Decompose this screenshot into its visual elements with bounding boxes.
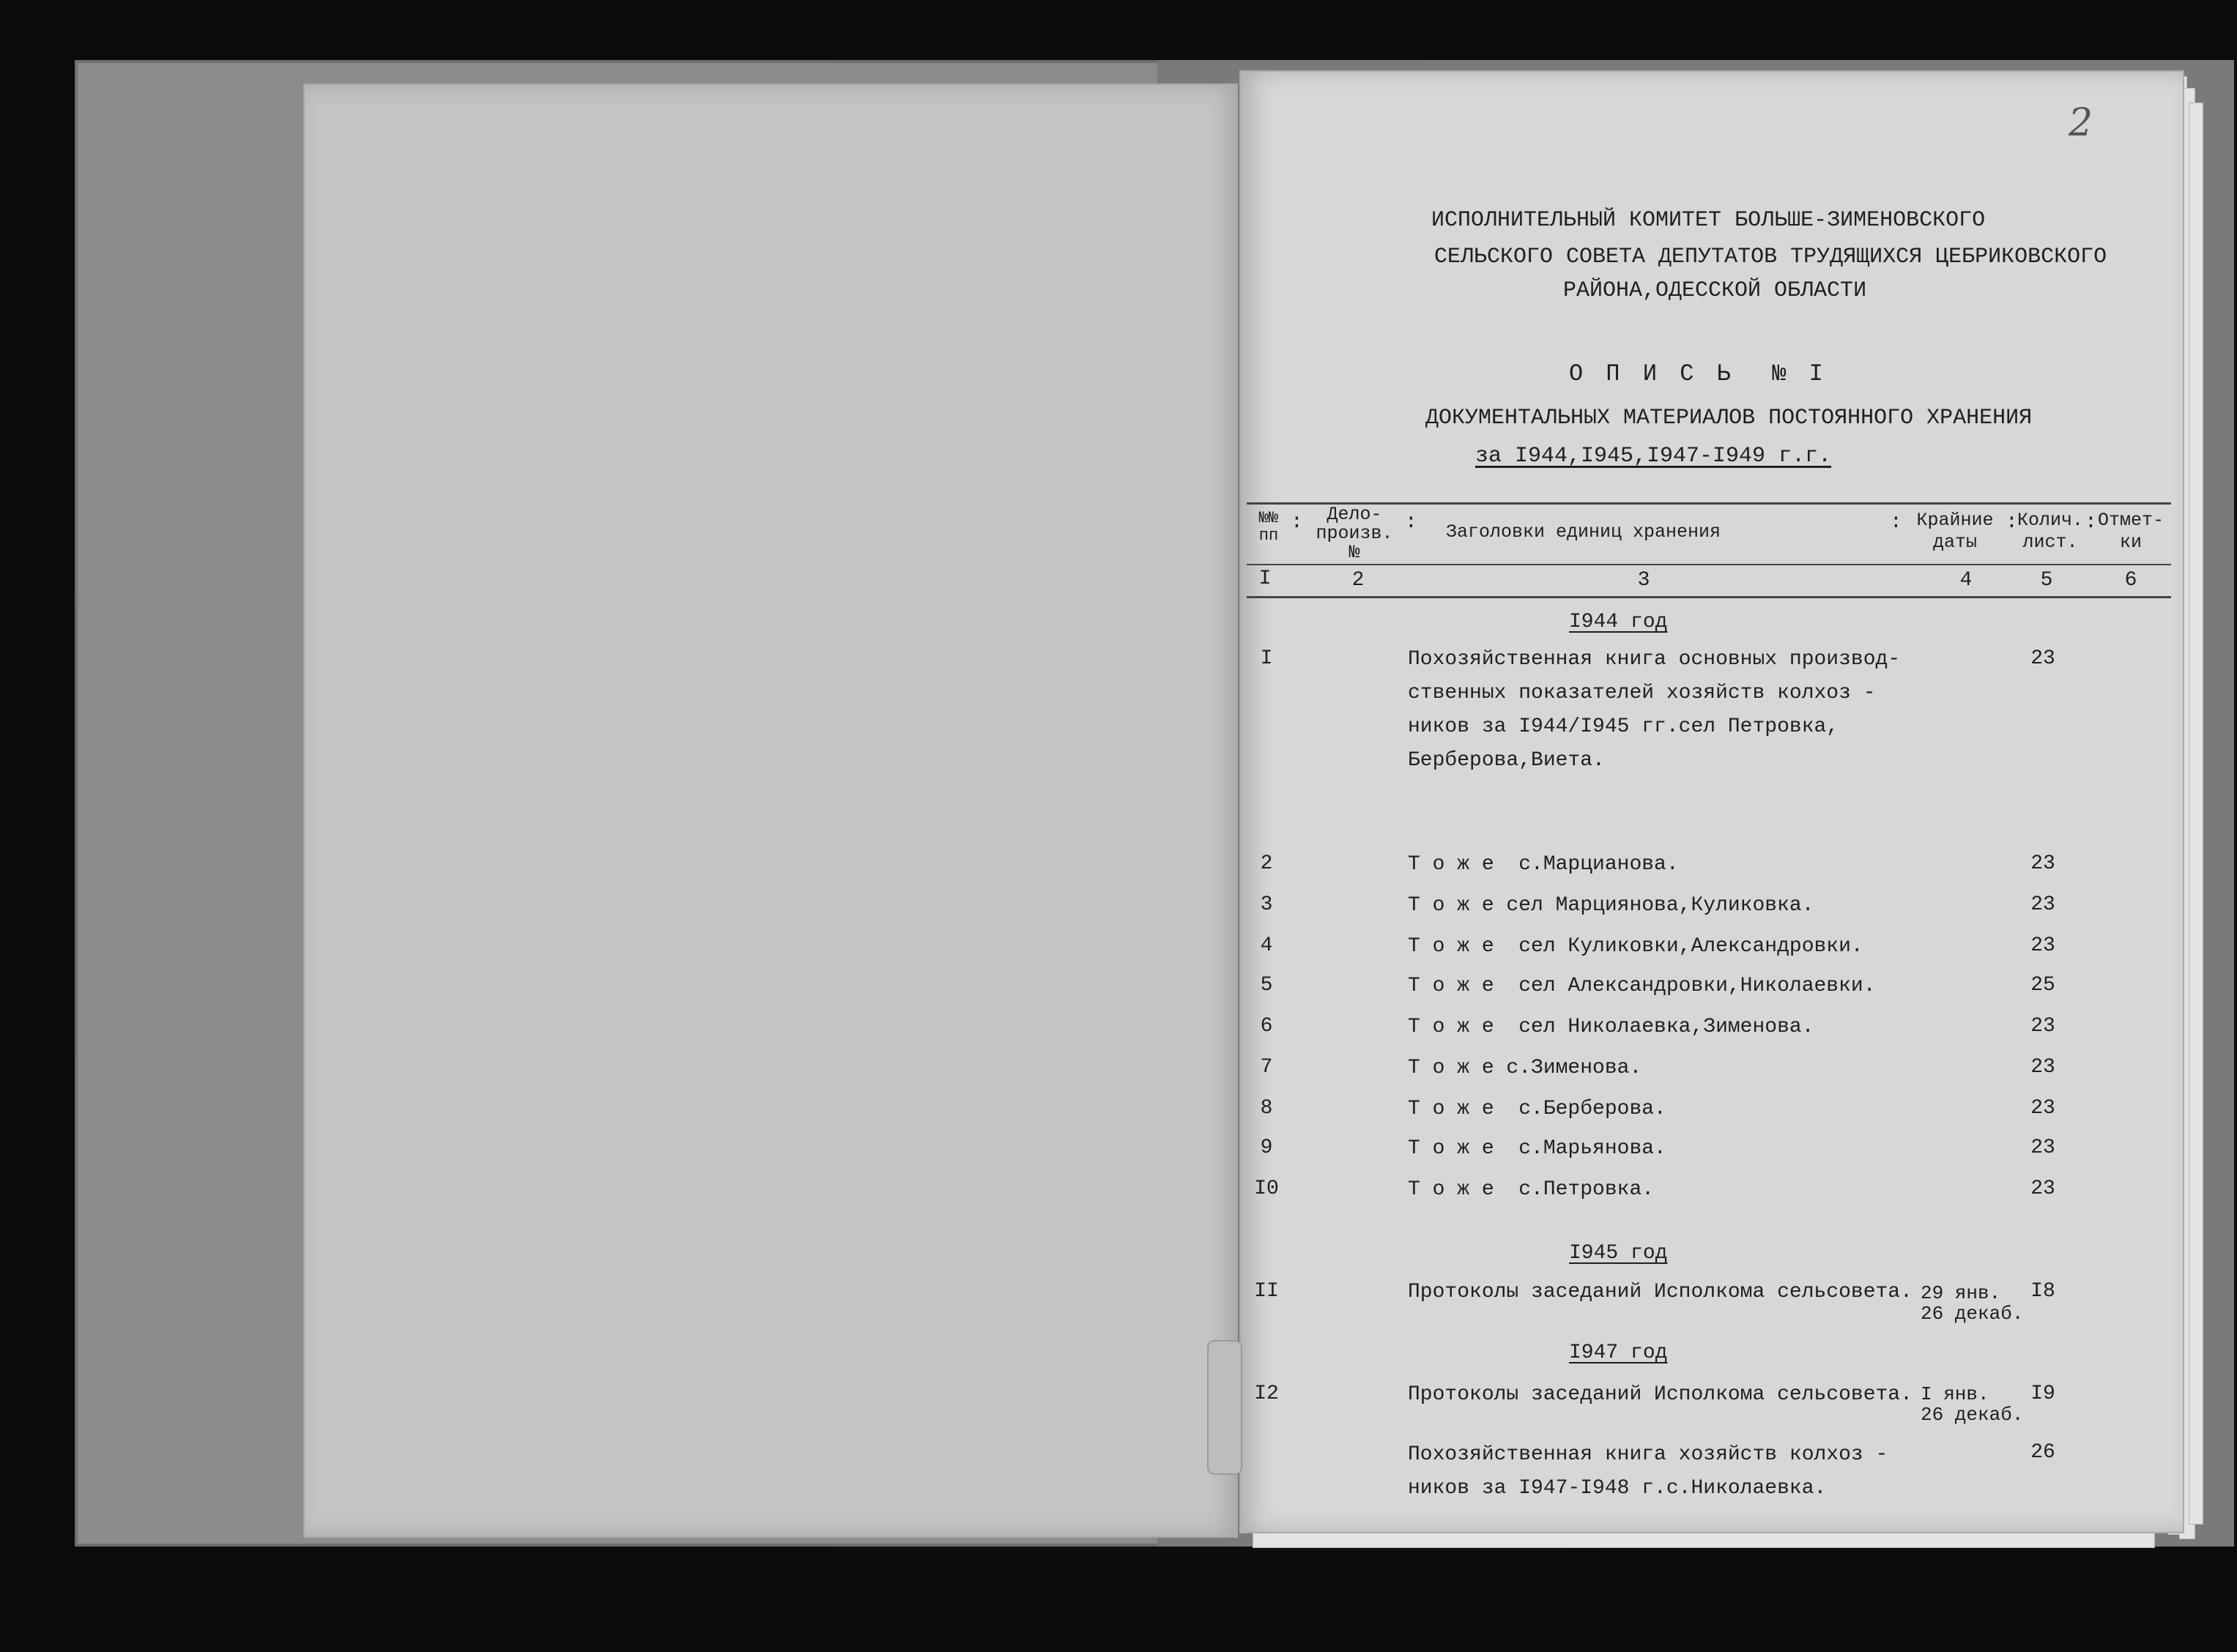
col-separator: :: [2006, 511, 2018, 534]
row-count: 23: [2030, 1015, 2055, 1038]
row-number: 6: [1260, 1015, 1273, 1038]
table-top-rule: [1247, 502, 2171, 505]
row-count: 23: [2030, 852, 2055, 875]
row-count: 23: [2030, 1097, 2055, 1120]
row-title: Т о ж е сел Марциянова,Куликовка.: [1408, 894, 1814, 917]
col-number-2: 2: [1351, 569, 1365, 592]
row-title: Т о ж е с.Берберова.: [1408, 1098, 1666, 1120]
row-count: 23: [2030, 934, 2055, 957]
col-separator: :: [1291, 511, 1303, 534]
section-year-1945: I945 год: [1569, 1242, 1668, 1265]
col-header-dates: Крайние даты: [1916, 510, 1994, 553]
col-header-title: Заголовки единиц хранения: [1446, 521, 1721, 543]
row-count: 23: [2030, 1056, 2055, 1079]
header-line-3: РАЙОНА,ОДЕССКОЙ ОБЛАСТИ: [1563, 278, 1867, 303]
row-number: 8: [1260, 1097, 1273, 1120]
right-page-document: [1239, 70, 2184, 1533]
row-count: 23: [2030, 893, 2055, 916]
row-title: Т о ж е с.Марцианова.: [1408, 853, 1679, 876]
row-count: 25: [2030, 974, 2055, 997]
header-line-1: ИСПОЛНИТЕЛЬНЫЙ КОМИТЕТ БОЛЬШЕ-ЗИМЕНОВСКОГО: [1431, 208, 1986, 233]
row-title: Т о ж е с.Петровка.: [1408, 1178, 1655, 1201]
section-year-1944: I944 год: [1569, 611, 1668, 633]
opis-subtitle: ДОКУМЕНТАЛЬНЫХ МАТЕРИАЛОВ ПОСТОЯННОГО ХРАНЕНИЯ: [1425, 406, 2033, 431]
col-number-3: 3: [1637, 569, 1650, 592]
col-header-delo: Дело- произв. №: [1316, 504, 1393, 563]
row-title: Т о ж е сел Куликовки,Александровки.: [1408, 935, 1863, 958]
col-number-4: 4: [1959, 569, 1973, 592]
binding-clip: [1207, 1340, 1242, 1475]
row-number: 9: [1260, 1136, 1273, 1159]
row-count: 26: [2030, 1441, 2055, 1464]
row-number: II: [1254, 1280, 1279, 1303]
table-header-rule: [1247, 564, 2171, 565]
folio-number: 2: [2069, 101, 2093, 145]
col-separator: :: [2085, 511, 2097, 534]
row-number: 4: [1260, 934, 1273, 957]
row-title: Протоколы заседаний Исполкома сельсовета.: [1408, 1383, 1913, 1406]
row-number: I: [1260, 647, 1273, 670]
row-count: I9: [2030, 1383, 2055, 1405]
row-title: Протоколы заседаний Исполкома сельсовета.: [1408, 1281, 1913, 1303]
row-number: I2: [1254, 1383, 1279, 1405]
row-title: Т о ж е сел Александровки,Николаевки.: [1408, 975, 1876, 997]
row-count: I8: [2030, 1280, 2055, 1303]
table-numbers-rule: [1247, 596, 2171, 598]
col-number-1: I: [1258, 568, 1272, 590]
section-year-1947: I947 год: [1569, 1342, 1668, 1364]
col-separator: :: [1890, 511, 1902, 534]
row-number: 7: [1260, 1056, 1273, 1079]
row-number: 3: [1260, 893, 1273, 916]
row-count: 23: [2030, 1177, 2055, 1200]
row-dates: I янв. 26 декаб.: [1921, 1383, 2024, 1426]
col-number-5: 5: [2040, 569, 2053, 592]
col-number-6: 6: [2124, 569, 2137, 592]
row-count: 23: [2030, 1136, 2055, 1159]
row-title: Т о ж е с.Зименова.: [1408, 1057, 1642, 1079]
col-header-num: №№ пп: [1258, 509, 1279, 545]
page-edge: [2189, 103, 2203, 1525]
opis-title: О П И С Ь № I: [1569, 360, 1828, 387]
row-dates: 29 янв. 26 декаб.: [1921, 1282, 2024, 1325]
col-header-notes: Отмет- ки: [2097, 510, 2164, 553]
row-title: Т о ж е с.Марьянова.: [1408, 1137, 1666, 1160]
header-line-2: СЕЛЬСКОГО СОВЕТА ДЕПУТАТОВ ТРУДЯЩИХСЯ ЦЕБРИКОВСКОГО: [1434, 245, 2107, 269]
row-title: Похозяйственная книга хозяйств колхоз - ников за I947-I948 г.с.Николаевка.: [1408, 1443, 1888, 1500]
row-number: I0: [1254, 1177, 1279, 1200]
row-title: Похозяйственная книга основных производ- ственных показателей хозяйств колхоз - ников за I944/I945 гг.сел Петровка, Берберова,Виета.: [1408, 648, 1901, 772]
col-header-count: Колич. лист.: [2017, 510, 2083, 553]
row-number: 5: [1260, 974, 1273, 997]
opis-period: за I944,I945,I947-I949 г.г.: [1475, 444, 1832, 469]
row-number: 2: [1260, 852, 1273, 875]
left-page-blank: [303, 83, 1238, 1538]
row-count: 23: [2030, 647, 2055, 670]
row-title: Т о ж е сел Николаевка,Зименова.: [1408, 1016, 1814, 1038]
col-separator: :: [1405, 511, 1417, 534]
